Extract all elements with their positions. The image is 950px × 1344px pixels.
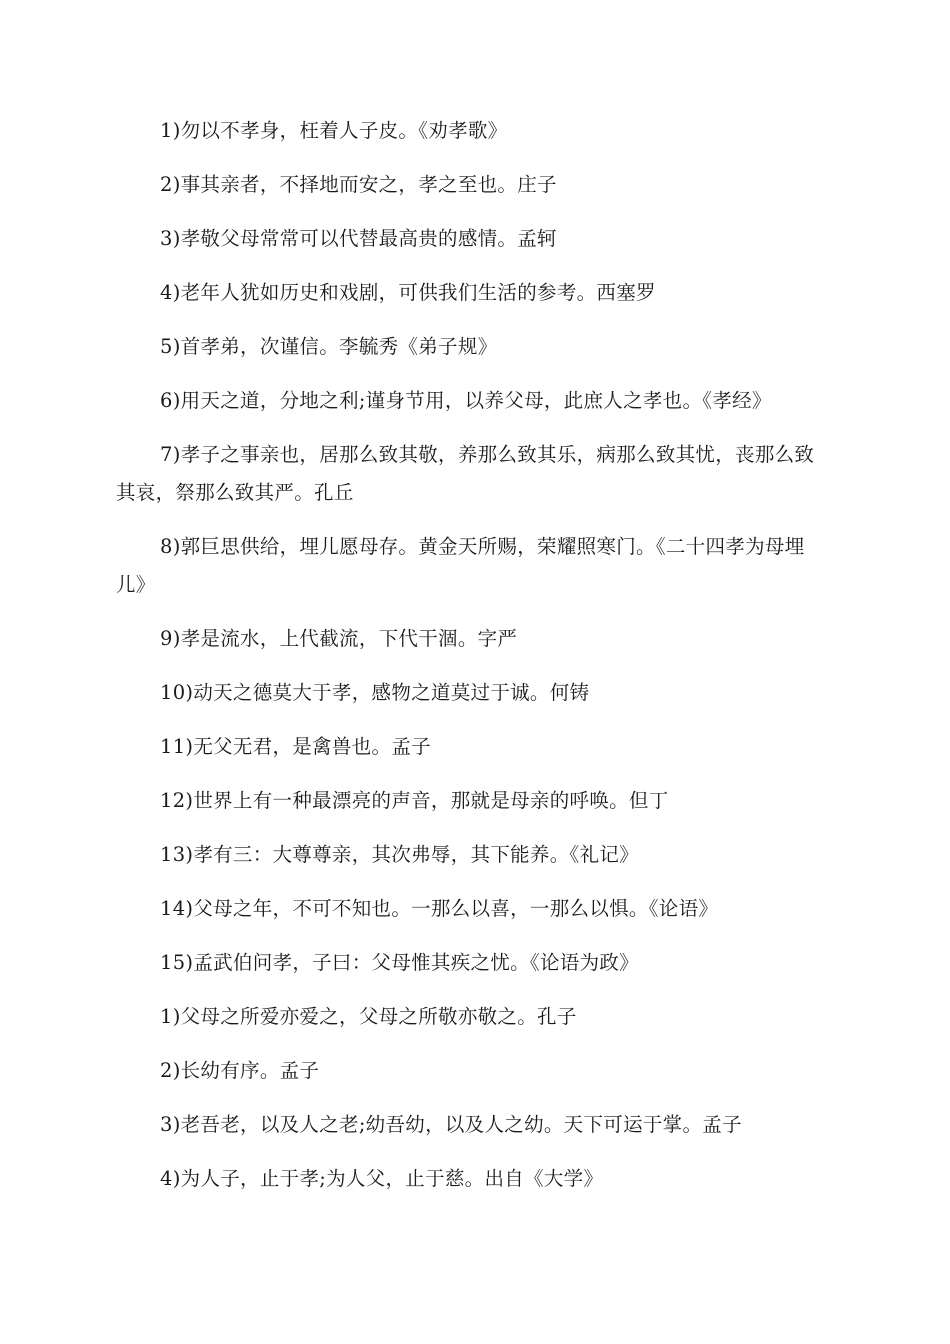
quote-paragraph-1: 1)勿以不孝身，枉着人子皮。《劝孝歌》 (160, 119, 508, 142)
quote-paragraph-3: 3)孝敬父母常常可以代替最高贵的感情。孟轲 (160, 227, 557, 250)
quote-paragraph-2: 2)事其亲者，不择地而安之，孝之至也。庄子 (160, 173, 557, 196)
quote-paragraph-9: 9)孝是流水，上代截流，下代干涸。字严 (160, 627, 518, 650)
quote-paragraph-5: 5)首孝弟，次谨信。李毓秀《弟子规》 (160, 335, 498, 358)
quote-paragraph-13: 13)孝有三：大尊尊亲，其次弗辱，其下能养。《礼记》 (160, 843, 639, 866)
quote-paragraph-16: 1)父母之所爱亦爱之，父母之所敬亦敬之。孔子 (160, 1005, 577, 1028)
quote-paragraph-19: 4)为人子，止于孝;为人父，止于慈。出自《大学》 (160, 1167, 604, 1190)
quote-paragraph-14: 14)父母之年，不可不知也。一那么以喜，一那么以惧。《论语》 (160, 897, 719, 920)
quote-paragraph-18: 3)老吾老，以及人之老;幼吾幼，以及人之幼。天下可运于掌。孟子 (160, 1113, 742, 1136)
quote-paragraph-17: 2)长幼有序。孟子 (160, 1059, 320, 1082)
quote-paragraph-6: 6)用天之道，分地之利;谨身节用，以养父母，此庶人之孝也。《孝经》 (160, 389, 772, 412)
quote-paragraph-11: 11)无父无君，是禽兽也。孟子 (160, 735, 431, 758)
quote-paragraph-15: 15)孟武伯问孝，子曰：父母惟其疾之忧。《论语为政》 (160, 951, 639, 974)
quote-paragraph-10: 10)动天之德莫大于孝，感物之道莫过于诚。何铸 (160, 681, 590, 704)
quote-paragraph-8: 8)郭巨思供给，埋儿愿母存。黄金天所赐，荣耀照寒门。《二十四孝为母埋儿》 (116, 535, 805, 596)
quote-paragraph-7: 7)孝子之事亲也，居那么致其敬，养那么致其乐，病那么致其忧，丧那么致其哀，祭那么致其严。孔丘 (116, 443, 815, 504)
document-body (116, 112, 832, 1214)
quote-paragraph-12: 12)世界上有一种最漂亮的声音，那就是母亲的呼唤。但丁 (160, 789, 669, 812)
quote-paragraph-4: 4)老年人犹如历史和戏剧，可供我们生活的参考。西塞罗 (160, 281, 656, 304)
